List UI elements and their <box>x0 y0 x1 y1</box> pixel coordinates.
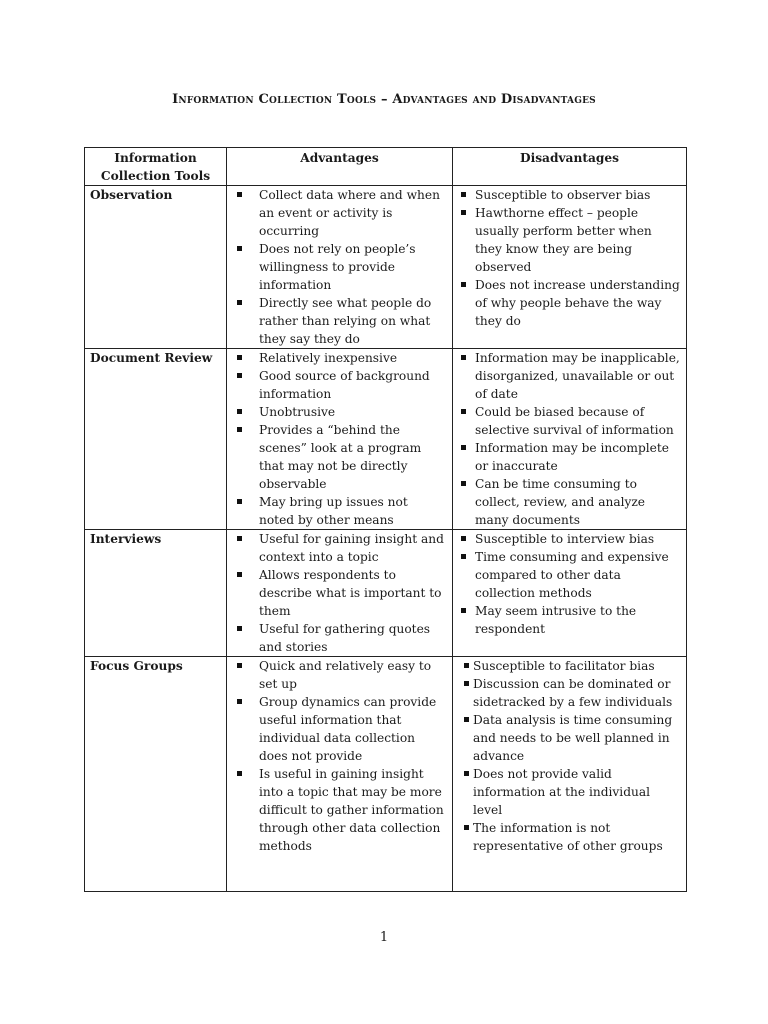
disadvantages-cell <box>453 186 687 349</box>
advantages-list <box>227 349 452 529</box>
list-item: Does not rely on people’s willingness to provide information <box>227 240 452 294</box>
list-item: Susceptible to interview bias <box>453 530 686 548</box>
disadvantages-list <box>453 657 686 855</box>
disadvantages-list <box>453 530 686 638</box>
list-item: Directly see what people do rather than relying on what they say they do <box>227 294 452 348</box>
advantages-list <box>227 530 452 656</box>
list-item: Susceptible to facilitator bias <box>453 657 686 675</box>
list-item: Collect data where and when an event or activity is occurring <box>227 186 452 240</box>
header-advantages: Advantages <box>227 148 453 186</box>
tool-name: Focus Groups <box>85 657 227 892</box>
list-item: Unobtrusive <box>227 403 452 421</box>
disadvantages-cell <box>453 657 687 892</box>
list-item: Discussion can be dominated or sidetracked by a few individuals <box>453 675 686 711</box>
list-item: Information may be inapplicable, disorganized, unavailable or out of date <box>453 349 686 403</box>
advantages-list <box>227 657 452 855</box>
list-item: Can be time consuming to collect, review, and analyze many documents <box>453 475 686 529</box>
list-item: Hawthorne effect – people usually perform better when they know they are being observed <box>453 204 686 276</box>
header-tools: Information Collection Tools <box>85 148 227 186</box>
advantages-list <box>227 186 452 348</box>
table-header-row <box>85 148 687 186</box>
disadvantages-list <box>453 186 686 330</box>
list-item: Allows respondents to describe what is important to them <box>227 566 452 620</box>
table-row-observation <box>85 186 687 349</box>
list-item: Useful for gathering quotes and stories <box>227 620 452 656</box>
tool-name: Interviews <box>85 530 227 657</box>
list-item: Quick and relatively easy to set up <box>227 657 452 693</box>
list-item: Could be biased because of selective survival of information <box>453 403 686 439</box>
list-item: Data analysis is time consuming and needs to be well planned in advance <box>453 711 686 765</box>
list-item: Group dynamics can provide useful information that individual data collection does not provide <box>227 693 452 765</box>
list-item: Good source of background information <box>227 367 452 403</box>
table-row-interviews <box>85 530 687 657</box>
page-number: 1 <box>379 930 389 945</box>
list-item: Does not increase understanding of why people behave the way they do <box>453 276 686 330</box>
list-item: Relatively inexpensive <box>227 349 452 367</box>
header-disadvantages: Disadvantages <box>453 148 687 186</box>
tool-name: Document Review <box>85 349 227 530</box>
list-item: May seem intrusive to the respondent <box>453 602 686 638</box>
list-item: Useful for gaining insight and context into a topic <box>227 530 452 566</box>
advantages-cell <box>227 657 453 892</box>
tool-name: Observation <box>85 186 227 349</box>
list-item: Information may be incomplete or inaccurate <box>453 439 686 475</box>
tools-table <box>84 147 687 892</box>
list-item: May bring up issues not noted by other means <box>227 493 452 529</box>
disadvantages-cell <box>453 530 687 657</box>
list-item: Is useful in gaining insight into a topic that may be more difficult to gather information through other data collection methods <box>227 765 452 855</box>
advantages-cell <box>227 349 453 530</box>
list-item: Susceptible to observer bias <box>453 186 686 204</box>
list-item: Provides a “behind the scenes” look at a program that may not be directly observable <box>227 421 452 493</box>
table-row-document-review <box>85 349 687 530</box>
disadvantages-cell <box>453 349 687 530</box>
advantages-cell <box>227 186 453 349</box>
list-item: Time consuming and expensive compared to other data collection methods <box>453 548 686 602</box>
list-item: The information is not representative of other groups <box>453 819 686 855</box>
table-row-focus-groups <box>85 657 687 892</box>
list-item: Does not provide valid information at the individual level <box>453 765 686 819</box>
advantages-cell <box>227 530 453 657</box>
disadvantages-list <box>453 349 686 529</box>
page-title: Information Collection Tools – Advantages and Disadvantages <box>172 92 596 107</box>
